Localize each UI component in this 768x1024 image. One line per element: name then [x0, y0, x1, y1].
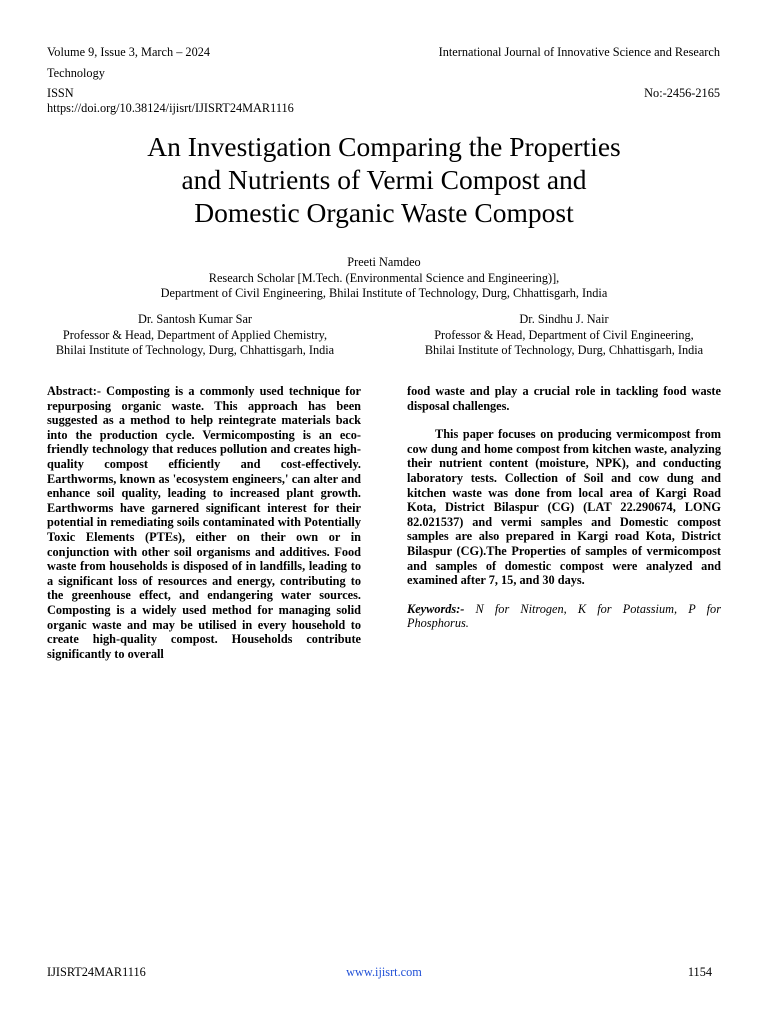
coauthor-right-role: Professor & Head, Department of Civil Engineering,: [434, 327, 694, 342]
abstract-left-column: [47, 384, 361, 661]
issn-label: ISSN: [47, 86, 74, 100]
footer-paper-code: IJISRT24MAR1116: [47, 965, 146, 979]
abstract-text: Abstract:- Composting is a commonly used technique for repurposing organic waste. This approach has been suggested as a method to help reintegrate materials back into the production cycle. Vermicomposting is an eco-friendly technology that reduces pollution and creates high-quality compost efficiently and cost-effectively. Earthworms, known as 'ecosystem engineers,' can alter and enhance soil quality, leading to increased plant growth. Earthworms have garnered significant interest for their potential in remediating soils contaminated with Potentially Toxic Elements (PTEs), either on their own or in conjunction with other soil organisms and additives. Food waste from households is disposed of in landfills, leading to a significant loss of resources and energy, contributing to the greenhouse effect, and endangering water sources. Composting is a widely used method for managing solid organic waste and may be utilised in every household to create high-quality compost. Households contribute significantly to overall: [47, 384, 361, 661]
main-author-name: Preeti Namdeo: [347, 255, 421, 269]
coauthor-left-name: Dr. Santosh Kumar Sar: [137, 312, 253, 326]
coauthor-right-inst: Bhilai Institute of Technology, Durg, Chhattisgarh, India: [424, 343, 704, 357]
paper-title: [60, 130, 708, 229]
main-author-dept: Department of Civil Engineering, Bhilai Institute of Technology, Durg, Chhattisgarh, India: [160, 286, 608, 300]
main-author-role: Research Scholar [M.Tech. (Environmental Science and Engineering)],: [208, 270, 560, 285]
coauthor-right: [405, 312, 723, 359]
doi-link[interactable]: https://doi.org/10.38124/ijisrt/IJISRT24MAR1116: [47, 101, 294, 115]
issn-number: No:-2456-2165: [644, 86, 720, 100]
abstract-right-column: [407, 384, 721, 631]
journal-name-cont: Technology: [47, 66, 105, 80]
coauthor-left-inst: Bhilai Institute of Technology, Durg, Chhattisgarh, India: [55, 343, 335, 357]
title-line-1: An Investigation Comparing the Properties: [147, 131, 621, 162]
footer-website: [0, 965, 768, 980]
journal-name: International Journal of Innovative Science and Research: [438, 45, 720, 59]
page-number: 1154: [687, 965, 712, 979]
volume-info: Volume 9, Issue 3, March – 2024: [47, 45, 211, 59]
coauthor-left: [40, 312, 350, 359]
main-author-block: [0, 255, 768, 302]
abstract-continuation: food waste and play a crucial role in tackling food waste disposal challenges.: [407, 384, 721, 413]
coauthor-right-name: Dr. Sindhu J. Nair: [519, 312, 609, 326]
keywords: [407, 602, 721, 631]
website-link[interactable]: www.ijisrt.com: [346, 965, 422, 979]
keywords-label: Keywords:-: [407, 601, 465, 616]
abstract-paragraph-2: This paper focuses on producing vermicompost from cow dung and home compost from kitchen waste, analyzing their nutrient content (moisture, NPK), and conducting laboratory tests. Collection of Soil and cow dung and kitchen waste was done from local area of Kargi Road Kota, District Bilaspur (CG) (LAT 22.290674, LONG 82.021537) and vermi samples and Domestic compost samples are also prepared in Kargi road Kota, District Bilaspur (CG).The Properties of samples of vermicompost and samples of domestic compost were analyzed and examined after 7, 15, and 30 days.: [407, 427, 721, 588]
title-line-3: Domestic Organic Waste Compost: [194, 197, 574, 228]
keywords-text: N for Nitrogen, K for Potassium, P for Phosphorus.: [407, 601, 721, 631]
title-line-2: and Nutrients of Vermi Compost and: [181, 164, 587, 195]
coauthor-left-role: Professor & Head, Department of Applied Chemistry,: [62, 327, 328, 342]
